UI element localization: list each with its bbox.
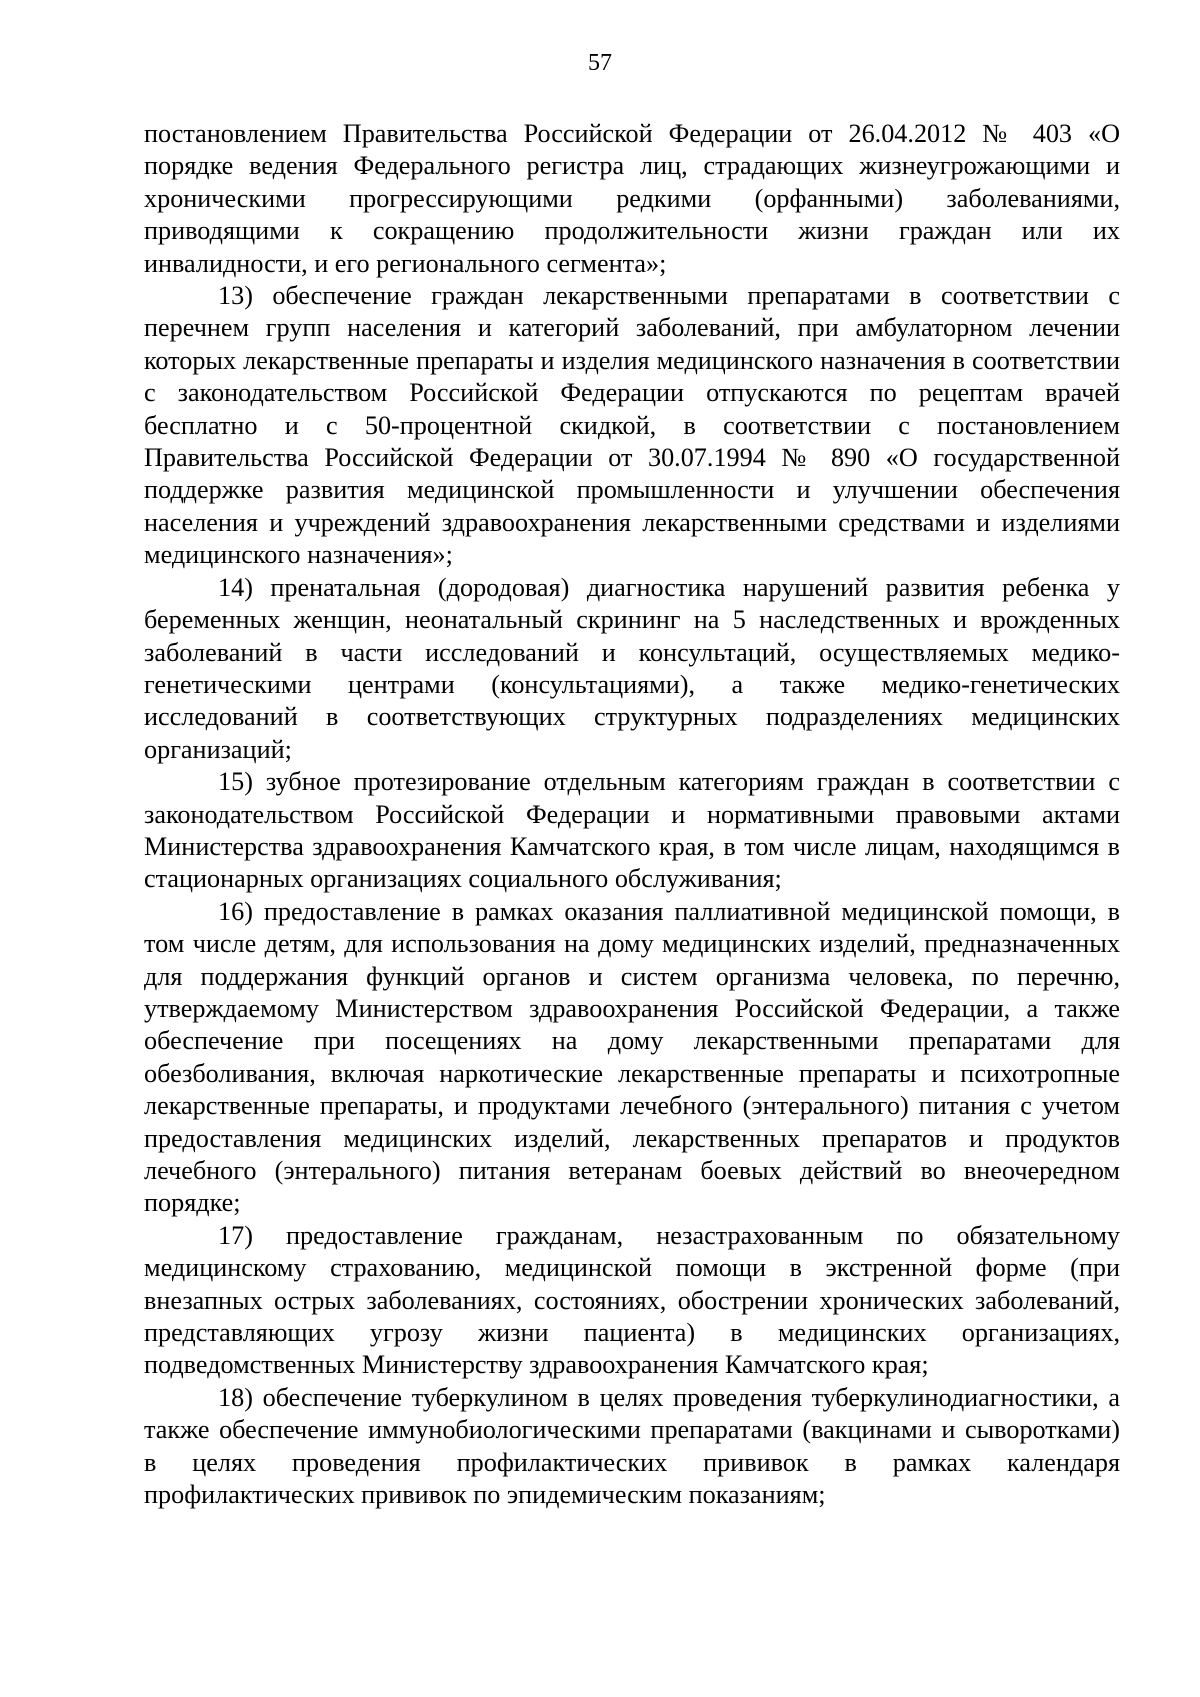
page-number: 57 bbox=[588, 50, 612, 76]
document-body bbox=[144, 118, 1120, 1511]
list-item-16: 16) предоставление в рамках оказания паллиативной медицинской помощи, в том числе детям, для использования на дому медицинских изделий, предназначенных для поддержания функций органов и систем организма человека, по перечню, утверждаемому Министерством здравоохранения Российской Федерации, а также обеспечение при посещениях на дому лекарственными препаратами для обезболивания, включая наркотические лекарственные препараты и психотропные лекарственные препараты, и продуктами лечебного (энтерального) питания с учетом предоставления медицинских изделий, лекарственных препаратов и продуктов лечебного (энтерального) питания ветеранам боевых действий во внеочередном порядке; bbox=[144, 896, 1120, 1218]
list-item-18: 18) обеспечение туберкулином в целях проведения туберкулинодиагностики, а также обеспечение иммунобиологическими препаратами (вакцинами и сыворотками) в целях проведения профилактических прививок в рамках календаря профилактических прививок по эпидемическим показаниям; bbox=[144, 1382, 1120, 1510]
list-item-17: 17) предоставление гражданам, незастрахованным по обязательному медицинскому страхованию, медицинской помощи в экстренной форме (при внезапных острых заболеваниях, состояниях, обострении хронических заболеваний, представляющих угрозу жизни пациента) в медицинских организациях, подведомственных Министерству здравоохранения Камчатского края; bbox=[144, 1220, 1120, 1380]
list-item-14: 14) пренатальная (дородовая) диагностика нарушений развития ребенка у беременных женщин, неонатальный скрининг на 5 наследственных и врожденных заболеваний в части исследований и консультаций, осуществляемых медико-генетическими центрами (консультациями), а также медико-генетических исследований в соответствующих структурных подразделениях медицинских организаций; bbox=[144, 572, 1120, 764]
list-item-13: 13) обеспечение граждан лекарственными препаратами в соответствии с перечнем групп населения и категорий заболеваний, при амбулаторном лечении которых лекарственные препараты и изделия медицинского назначения в соответствии с законодательством Российской Федерации отпускаются по рецептам врачей бесплатно и с 50-процентной скидкой, в соответствии с постановлением Правительства Российской Федерации от 30.07.1994 № 890 «О государственной поддержке развития медицинской промышленности и улучшении обеспечения населения и учреждений здравоохранения лекарственными средствами и изделиями медицинского назначения»; bbox=[144, 281, 1120, 570]
paragraph-continuation: постановлением Правительства Российской Федерации от 26.04.2012 № 403 «О порядке ведения Федерального регистра лиц, страдающих жизнеугрожающими и хроническими прогрессирующими редкими (орфанными) заболеваниями, приводящими к сокращению продолжительности жизни граждан или их инвалидности, и его регионального сегмента»; bbox=[144, 119, 1120, 278]
list-item-15: 15) зубное протезирование отдельным категориям граждан в соответствии с законодательством Российской Федерации и нормативными правовыми актами Министерства здравоохранения Камчатского края, в том числе лицам, находящимся в стационарных организациях социального обслуживания; bbox=[144, 767, 1120, 894]
